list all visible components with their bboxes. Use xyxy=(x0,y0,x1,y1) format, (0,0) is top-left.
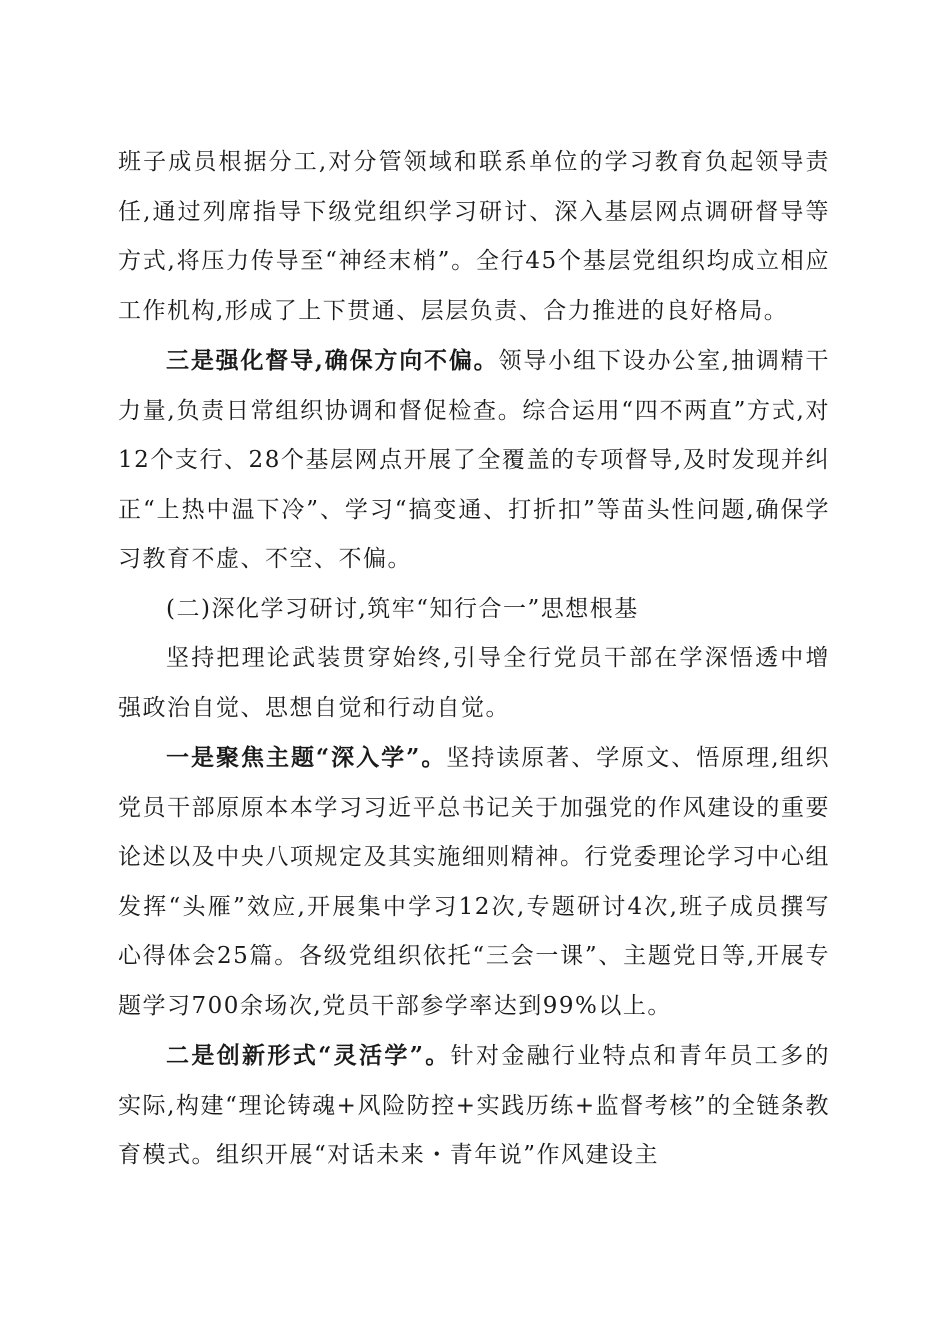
paragraph-lead-flexible-study: 二是创新形式“灵活学”。 xyxy=(166,1042,451,1069)
paragraph-body-flexible-study: 针对金融行业特点和青年员工多的实际,构建“理论铸魂+风险防控+实践历练+监督考核”的全链条教育模式。组织开展“对话未来・青年说”作风建设主 xyxy=(118,1043,831,1168)
paragraph-supervision xyxy=(118,336,830,585)
paragraph-body-focused-study: 坚持读原著、学原文、悟原理,组织党员干部原原本本学习习近平总书记关于加强党的作风建设的重要论述以及中央八项规定及其实施细则精神。行党委理论学习中心组发挥“头雁”效应,开展集中学习12次,专题研讨4次,班子成员撰写心得体会25篇。各级党组织依托“三会一课”、主题党日等,开展专题学习700余场次,党员干部参学率达到99%以上。 xyxy=(118,745,830,1019)
document-page xyxy=(118,138,830,1181)
paragraph-lead-focused-study: 一是聚焦主题“深入学”。 xyxy=(166,744,447,771)
paragraph-leadership-responsibility: 班子成员根据分工,对分管领域和联系单位的学习教育负起领导责任,通过列席指导下级党组织学习研讨、深入基层网点调研督导等方式,将压力传导至“神经末梢”。全行45个基层党组织均成立相应工作机构,形成了上下贯通、层层负责、合力推进的良好格局。 xyxy=(118,149,830,324)
section-heading-2: (二)深化学习研讨,筑牢“知行合一”思想根基 xyxy=(166,595,639,622)
paragraph-lead-supervision: 三是强化督导,确保方向不偏。 xyxy=(166,347,499,374)
paragraph-body-supervision: 领导小组下设办公室,抽调精干力量,负责日常组织协调和督促检查。综合运用“四不两直”方式,对12个支行、28个基层网点开展了全覆盖的专项督导,及时发现并纠正“上热中温下冷”、学习“搞变通、打折扣”等苗头性问题,确保学习教育不虚、不空、不偏。 xyxy=(118,348,831,572)
paragraph-theory-arming: 坚持把理论武装贯穿始终,引导全行党员干部在学深悟透中增强政治自觉、思想自觉和行动自觉。 xyxy=(118,645,830,721)
paragraph-focused-study xyxy=(118,733,830,1031)
paragraph-flexible-study xyxy=(118,1031,830,1181)
